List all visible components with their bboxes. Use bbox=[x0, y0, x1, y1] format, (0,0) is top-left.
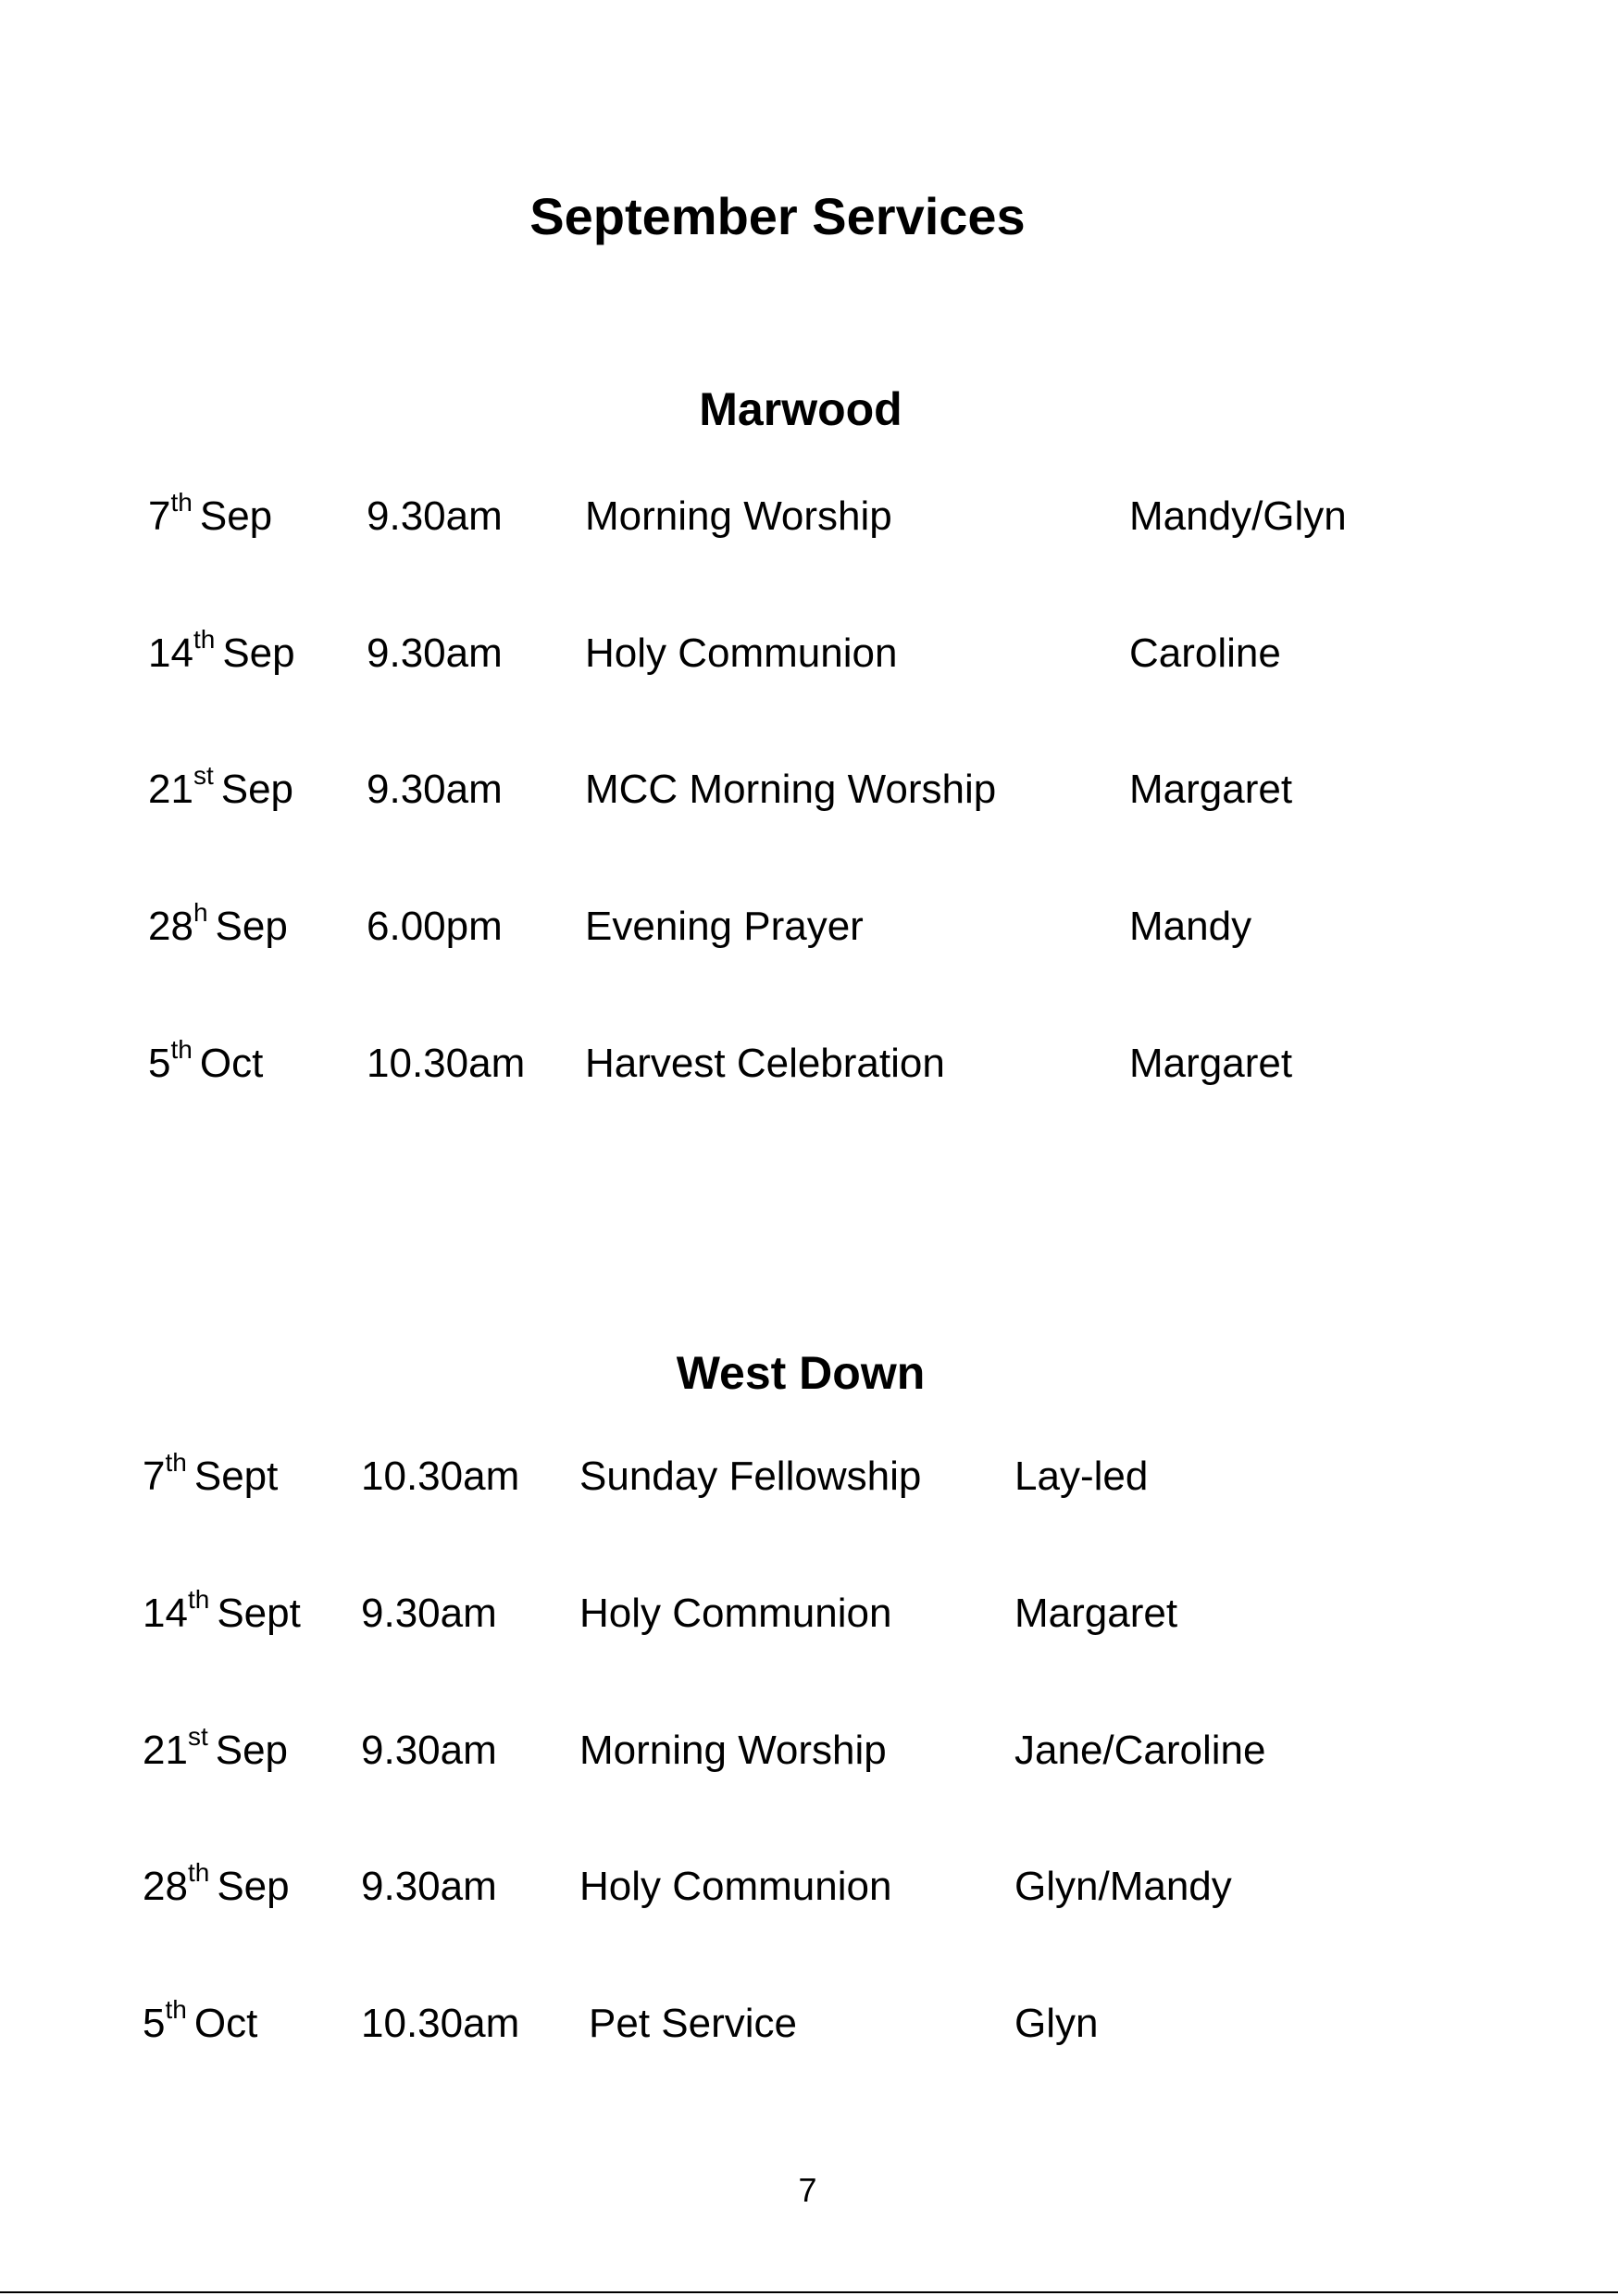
date-suffix: th bbox=[170, 1035, 193, 1064]
date-month: Sep bbox=[220, 767, 294, 812]
section-heading-marwood: Marwood bbox=[699, 382, 902, 435]
service-time: 6.00pm bbox=[367, 904, 503, 949]
date-suffix: th bbox=[187, 1585, 210, 1614]
section-heading-west-down: West Down bbox=[676, 1346, 926, 1399]
date-day: 21 bbox=[148, 767, 193, 812]
service-row bbox=[0, 1723, 1618, 1778]
service-name: Pet Service bbox=[589, 2001, 797, 2046]
date-day: 5 bbox=[148, 1041, 171, 1086]
service-name: Morning Worship bbox=[585, 493, 892, 539]
service-name: MCC Morning Worship bbox=[585, 767, 997, 812]
service-row bbox=[0, 1449, 1618, 1504]
service-leader: Mandy/Glyn bbox=[1129, 493, 1347, 539]
service-time: 10.30am bbox=[361, 2001, 520, 2046]
service-name: Sunday Fellowship bbox=[579, 1454, 922, 1499]
service-time: 9.30am bbox=[367, 767, 503, 812]
service-row bbox=[0, 1996, 1618, 2052]
date-month: Sept bbox=[193, 1454, 279, 1499]
service-row bbox=[0, 762, 1618, 817]
page-number: 7 bbox=[798, 2171, 817, 2209]
date-month: Oct bbox=[193, 2001, 258, 2046]
page-title: September Services bbox=[529, 186, 1026, 245]
date-month: Oct bbox=[199, 1041, 264, 1086]
service-time: 9.30am bbox=[361, 1864, 497, 1909]
service-row bbox=[0, 626, 1618, 681]
bottom-divider bbox=[0, 2291, 1618, 2293]
service-leader: Margaret bbox=[1129, 1041, 1293, 1086]
date-suffix: th bbox=[165, 1995, 187, 2024]
service-date bbox=[148, 489, 272, 549]
service-leader: Margaret bbox=[1129, 767, 1293, 812]
date-suffix: th bbox=[165, 1448, 187, 1477]
service-leader: Caroline bbox=[1129, 630, 1281, 676]
date-day: 14 bbox=[143, 1591, 188, 1636]
service-date bbox=[148, 762, 293, 822]
date-suffix: st bbox=[187, 1722, 208, 1751]
service-date bbox=[148, 626, 295, 686]
service-time: 9.30am bbox=[367, 493, 503, 539]
service-row bbox=[0, 489, 1618, 544]
service-name: Morning Worship bbox=[579, 1728, 887, 1773]
service-leader: Glyn/Mandy bbox=[1014, 1864, 1232, 1909]
date-suffix: st bbox=[193, 761, 214, 790]
date-month: Sep bbox=[217, 1864, 290, 1909]
service-date bbox=[143, 1449, 278, 1509]
date-month: Sept bbox=[217, 1591, 301, 1636]
date-suffix: th bbox=[187, 1858, 210, 1887]
service-row bbox=[0, 1586, 1618, 1641]
date-day: 28 bbox=[148, 904, 193, 949]
service-leader: Margaret bbox=[1014, 1591, 1178, 1636]
service-leader: Jane/Caroline bbox=[1014, 1728, 1266, 1773]
date-day: 21 bbox=[143, 1728, 188, 1773]
service-date bbox=[143, 1586, 301, 1646]
service-date bbox=[143, 1723, 288, 1783]
date-day: 5 bbox=[143, 2001, 166, 2046]
service-name: Holy Communion bbox=[585, 630, 898, 676]
service-leader: Glyn bbox=[1014, 2001, 1099, 2046]
service-row bbox=[0, 899, 1618, 955]
service-name: Evening Prayer bbox=[585, 904, 864, 949]
service-time: 9.30am bbox=[367, 630, 503, 676]
service-leader: Lay-led bbox=[1014, 1454, 1149, 1499]
service-name: Holy Communion bbox=[579, 1591, 892, 1636]
service-name: Harvest Celebration bbox=[585, 1041, 945, 1086]
date-suffix: h bbox=[193, 898, 208, 927]
date-day: 14 bbox=[148, 630, 193, 676]
date-suffix: th bbox=[193, 625, 216, 654]
service-date bbox=[148, 899, 288, 959]
service-date bbox=[143, 1859, 290, 1919]
date-month: Sep bbox=[199, 493, 273, 539]
date-day: 7 bbox=[143, 1454, 166, 1499]
date-month: Sep bbox=[222, 630, 295, 676]
service-row bbox=[0, 1036, 1618, 1092]
date-month: Sep bbox=[215, 1728, 289, 1773]
service-time: 10.30am bbox=[361, 1454, 520, 1499]
service-row bbox=[0, 1859, 1618, 1915]
date-day: 28 bbox=[143, 1864, 188, 1909]
service-name: Holy Communion bbox=[579, 1864, 892, 1909]
service-leader: Mandy bbox=[1129, 904, 1252, 949]
service-time: 9.30am bbox=[361, 1728, 497, 1773]
service-date bbox=[148, 1036, 263, 1096]
service-time: 10.30am bbox=[367, 1041, 526, 1086]
service-date bbox=[143, 1996, 257, 2056]
date-month: Sep bbox=[215, 904, 288, 949]
date-day: 7 bbox=[148, 493, 171, 539]
date-suffix: th bbox=[170, 488, 193, 517]
service-time: 9.30am bbox=[361, 1591, 497, 1636]
